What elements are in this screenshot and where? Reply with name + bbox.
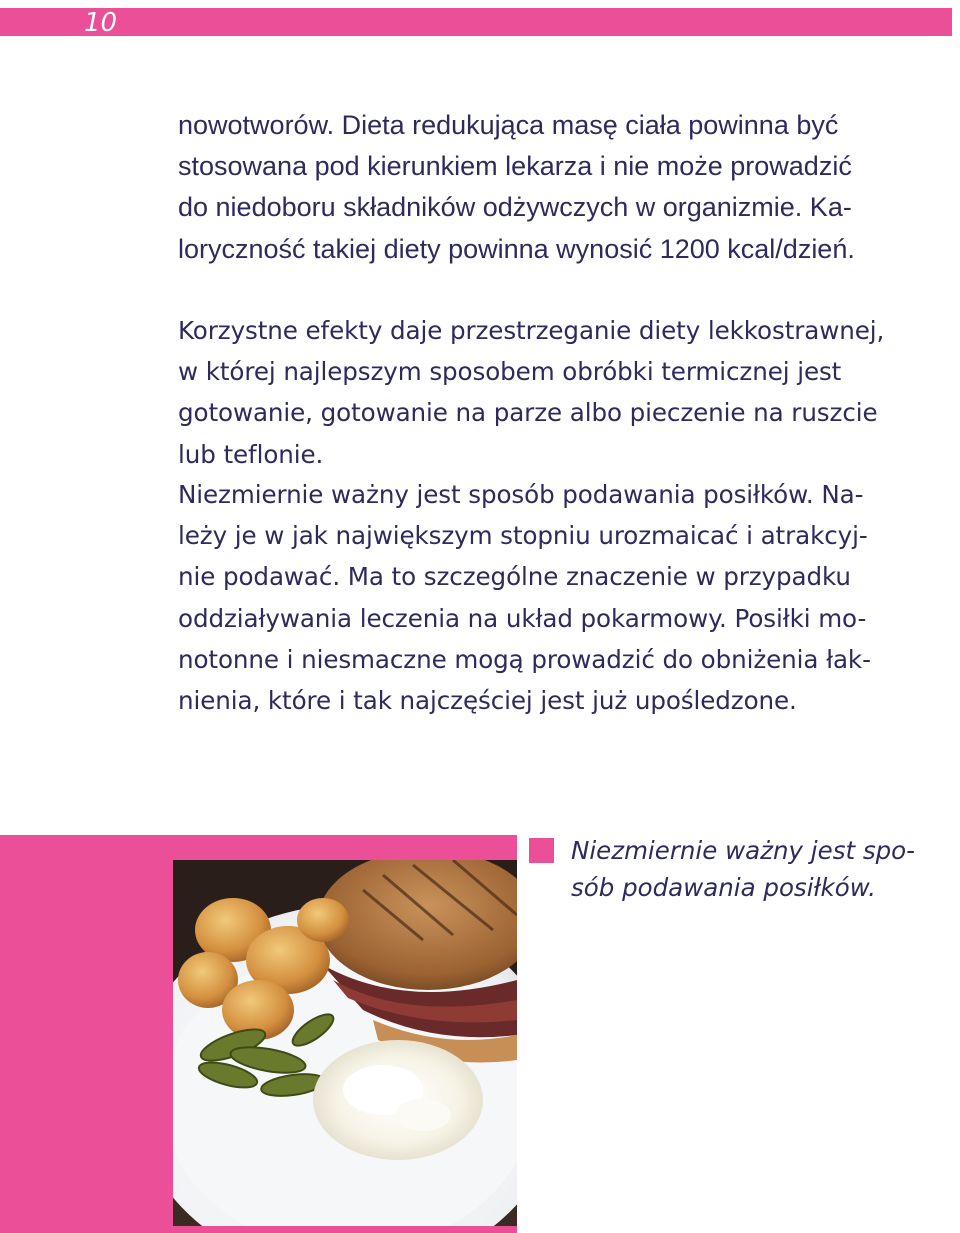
paragraph-2 <box>178 310 884 475</box>
text-line: Korzystne efekty daje przestrzeganie diety lekkostrawnej, <box>178 316 885 345</box>
page-number: 10 <box>84 8 118 38</box>
text-line: oddziaływania leczenia na układ pokarmowy. Posiłki mo- <box>178 603 867 633</box>
paragraph-3 <box>178 474 871 721</box>
text-line: leży je w jak największym stopniu urozmaicać i atrakcyj- <box>178 521 868 551</box>
text-line: notonne i niesmaczne mogą prowadzić do obniżenia łak- <box>178 644 871 674</box>
caption-marker-square <box>529 838 554 863</box>
text-line: do niedoboru składników odżywczych w organizmie. Ka- <box>178 192 852 223</box>
text-line: w której najlepszym sposobem obróbki termicznej jest <box>178 357 842 387</box>
text-line: loryczność takiej diety powinna wynosić 1200 kcal/dzień. <box>178 233 855 264</box>
text-line: nowotworów. Dieta redukująca masę ciała powinna być <box>178 110 839 140</box>
text-line: gotowanie, gotowanie na parze albo pieczenie na ruszcie <box>178 398 878 428</box>
text-line: nie podawać. Ma to szczególne znaczenie w przypadku <box>178 562 851 592</box>
caption-line: Niezmiernie ważny jest spo- <box>571 836 915 865</box>
text-line: nienia, które i tak najczęściej jest już upośledzone. <box>178 686 797 716</box>
food-plate-photo-icon <box>173 860 517 1226</box>
paragraph-1 <box>178 105 855 270</box>
text-line: Niezmiernie ważny jest sposób podawania posiłków. Na- <box>178 480 864 509</box>
caption-line: sób podawania posiłków. <box>571 873 876 902</box>
header-bar <box>0 8 952 36</box>
food-plate-photo <box>173 860 517 1226</box>
photo-caption <box>571 832 915 906</box>
text-line: lub teflonie. <box>178 439 324 469</box>
text-line: stosowana pod kierunkiem lekarza i nie może prowadzić <box>178 151 852 182</box>
